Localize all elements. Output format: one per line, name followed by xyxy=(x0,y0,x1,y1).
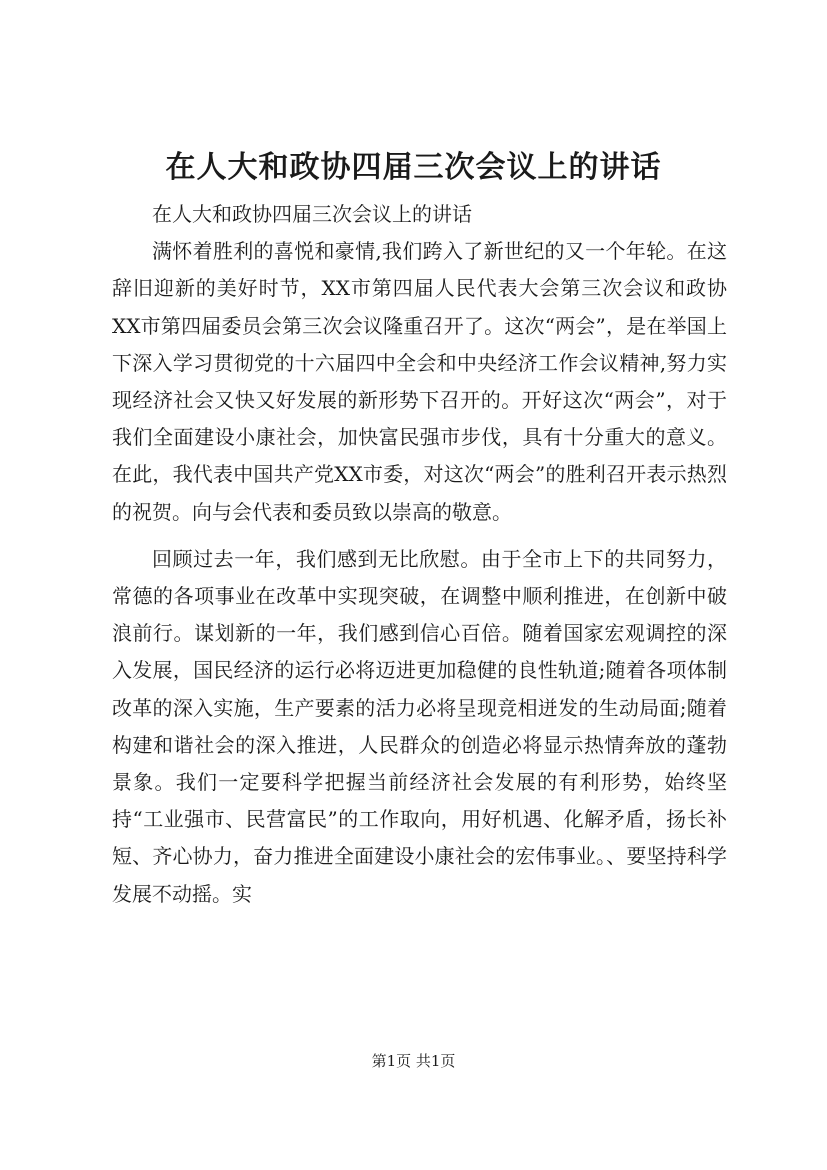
page-footer: 第1页 共1页 xyxy=(371,1052,456,1070)
document-subtitle: 在人大和政协四届三次会议上的讲话 xyxy=(152,202,472,226)
paragraph-2: 回顾过去一年，我们感到无比欣慰。由于全市上下的共同努力，常德的各项事业在改革中实现突破，在调整中顺利推进，在创新中破浪前行。谋划新的一年，我们感到信心百倍。随着国家宏观调控的深入发展，国民经济的运行必将迈进更加稳健的良性轨道;随着各项体制改革的深入实施，生产要素的活力必将呈现竞相迸发的生动局面;随着构建和谐社会的深入推进，人民群众的创造必将显示热情奔放的蓬勃景象。我们一定要科学把握当前经济社会发展的有利形势，始终坚持“工业强市、民营富民”的工作取向，用好机遇、化解矛盾，扬长补短、齐心协力，奋力推进全面建设小康社会的宏伟事业。、要坚持科学发展不动摇。实 xyxy=(112,546,727,906)
paragraph-1: 满怀着胜利的喜悦和豪情,我们跨入了新世纪的又一个年轮。在这辞旧迎新的美好时节，XX市第四届人民代表大会第三次会议和政协XX市第四届委员会第三次会议隆重召开了。这次“两会”，是在举国上下深入学习贯彻党的十六届四中全会和中央经济工作会议精神,努力实现经济社会又快又好发展的新形势下召开的。开好这次“两会”，对于我们全面建设小康社会，加快富民强市步伐，具有十分重大的意义。在此，我代表中国共产党XX市委，对这次“两会”的胜利召开表示热烈的祝贺。向与会代表和委员致以崇高的敬意。 xyxy=(112,239,727,524)
document-body xyxy=(112,196,727,913)
document-title: 在人大和政协四届三次会议上的讲话 xyxy=(165,150,662,185)
